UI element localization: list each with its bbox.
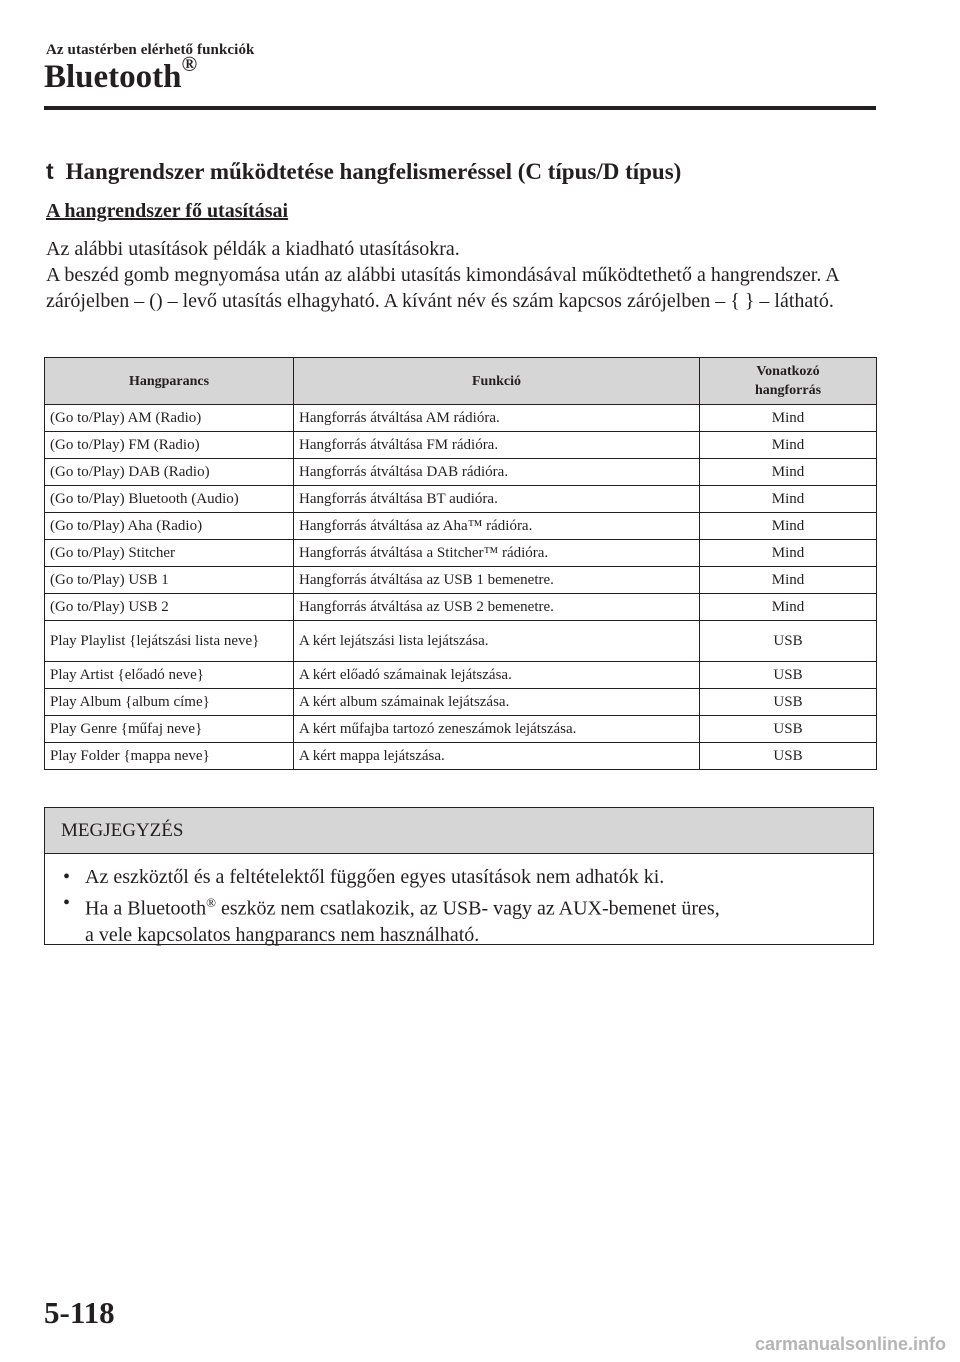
table-row [45,594,877,621]
source-cell: Mind [700,405,877,432]
intro-line-1: Az alábbi utasítások példák a kiadható utasításokra. [46,238,460,260]
source-cell: USB [700,621,877,662]
command-cell: (Go to/Play) FM (Radio) [45,432,294,459]
note-item-text: Ha a Bluetooth [85,897,207,920]
table-row [45,405,877,432]
column-header-source [700,358,877,405]
command-cell: Play Artist {előadó neve} [45,662,294,689]
table-row [45,540,877,567]
function-cell: Hangforrás átváltása AM rádióra. [294,405,700,432]
table-row [45,513,877,540]
subsection-bullet-icon: t [46,158,54,184]
command-cell: Play Playlist {lejátszási lista neve} [45,621,294,662]
command-cell: (Go to/Play) Bluetooth (Audio) [45,486,294,513]
function-cell: Hangforrás átváltása FM rádióra. [294,432,700,459]
table-row [45,432,877,459]
source-cell: Mind [700,567,877,594]
command-cell: Play Genre {műfaj neve} [45,716,294,743]
command-cell: (Go to/Play) Aha (Radio) [45,513,294,540]
list-item [61,890,873,948]
source-cell: Mind [700,540,877,567]
note-item-text: Az eszköztől és a feltételektől függően egyes utasítások nem adhatók ki. [85,866,665,888]
list-item [61,864,873,890]
note-item-text: eszköz nem csatlakozik, az USB- vagy az AUX-bemenet üres, [215,897,720,920]
source-cell: Mind [700,594,877,621]
note-item-text: a vele kapcsolatos hangparancs nem használható. [85,923,480,946]
table-row [45,621,877,662]
command-cell: Play Album {album címe} [45,689,294,716]
bullet-icon: • [63,866,71,888]
source-cell: USB [700,662,877,689]
function-cell: A kért előadó számainak lejátszása. [294,662,700,689]
main-commands-heading: A hangrendszer fő utasításai [46,200,289,222]
function-cell: Hangforrás átváltása a Stitcher™ rádióra. [294,540,700,567]
intro-line-2: A beszéd gomb megnyomása után az alábbi utasítás kimondásával működtethető a hangrendszer. A zárójelben – () – levő utasítás elhagyható. A kívánt név és szám kapcsos zárójelben – { } – látható. [46,264,839,312]
bullet-icon: • [63,892,71,914]
function-cell: A kért lejátszási lista lejátszása. [294,621,700,662]
function-cell: A kért műfajba tartozó zeneszámok lejátszása. [294,716,700,743]
note-title: MEGJEGYZÉS [45,808,873,854]
table-row [45,486,877,513]
source-cell: USB [700,689,877,716]
section-kicker: Az utastérben elérhető funkciók [46,42,255,58]
command-cell: (Go to/Play) DAB (Radio) [45,459,294,486]
chapter-title [44,52,198,95]
subsection-title: Hangrendszer működtetése hangfelismeréssel (C típus/D típus) [65,159,682,184]
source-cell: Mind [700,432,877,459]
function-cell: Hangforrás átváltása az USB 1 bemenetre. [294,567,700,594]
function-cell: A kért album számainak lejátszása. [294,689,700,716]
command-cell: (Go to/Play) USB 1 [45,567,294,594]
source-cell: Mind [700,486,877,513]
source-cell: USB [700,743,877,770]
watermark: carmanualsonline.info [754,1334,946,1354]
chapter-title-text: Bluetooth [44,59,182,95]
registered-mark: ® [181,52,198,76]
title-rule [44,106,876,110]
table-header-row [45,358,877,405]
source-cell: Mind [700,459,877,486]
table-row [45,459,877,486]
column-header-command: Hangparancs [45,358,294,405]
table-row [45,716,877,743]
voice-command-table [44,357,877,770]
column-header-source-line2: hangforrás [754,383,822,398]
table-row [45,662,877,689]
function-cell: Hangforrás átváltása DAB rádióra. [294,459,700,486]
column-header-source-line1: Vonatkozó [756,364,820,379]
note-box [44,807,874,945]
column-header-function: Funkció [294,358,700,405]
function-cell: Hangforrás átváltása BT audióra. [294,486,700,513]
function-cell: Hangforrás átváltása az USB 2 bemenetre. [294,594,700,621]
table-row [45,689,877,716]
intro-text [46,236,876,314]
function-cell: Hangforrás átváltása az Aha™ rádióra. [294,513,700,540]
subsection-heading [46,158,681,185]
command-cell: (Go to/Play) AM (Radio) [45,405,294,432]
command-cell: Play Folder {mappa neve} [45,743,294,770]
registered-mark: ® [206,895,216,910]
table-row [45,743,877,770]
command-cell: (Go to/Play) USB 2 [45,594,294,621]
table-row [45,567,877,594]
page-number: 5-118 [44,1295,115,1330]
source-cell: USB [700,716,877,743]
function-cell: A kért mappa lejátszása. [294,743,700,770]
command-cell: (Go to/Play) Stitcher [45,540,294,567]
note-list [45,854,873,948]
source-cell: Mind [700,513,877,540]
